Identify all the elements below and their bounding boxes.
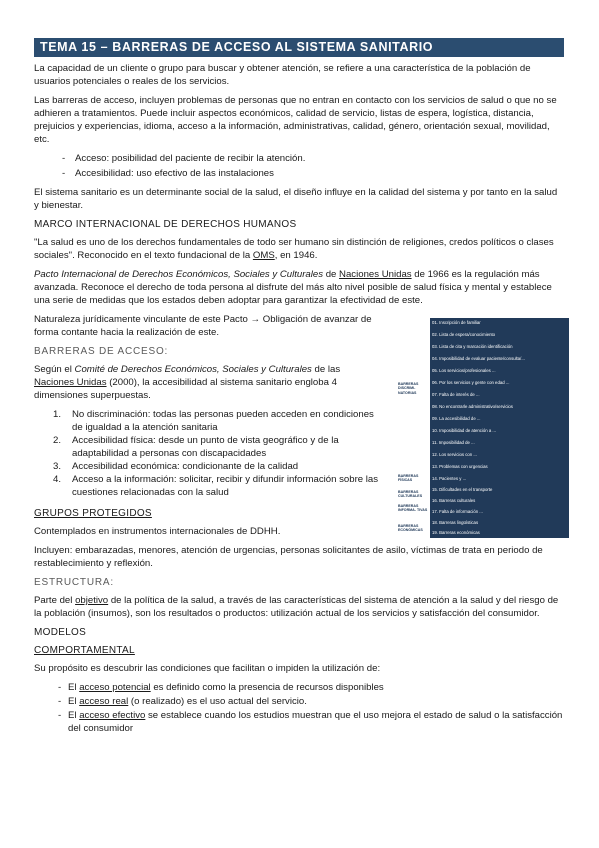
- estructura-heading: ESTRUCTURA:: [34, 577, 114, 588]
- acceso-efectivo-link[interactable]: acceso efectivo: [79, 710, 146, 721]
- access-definitions-list: [34, 152, 564, 180]
- dimensions-list: [34, 408, 382, 499]
- segun-paragraph: Según el Comité de Derechos Económicos, Sociales y Culturales de las Naciones Unidas (2000), la accesibilidad al sistema sanitario engloba 4 dimensiones superpuestas.: [34, 364, 341, 401]
- parte-paragraph: Parte del objetivo de la política de la salud, a través de las características del sistema de atención a la salud y del riesgo de la población (insumos), son los resultados o productos: utilización actual de los servicios y satisfacción del consumidor.: [34, 595, 559, 619]
- barreras-paragraph: Las barreras de acceso, incluyen problemas de personas que no entran en contacto con los servicios de salud o que no se adhieren a tratamientos. Puede incluir aspectos económicos, calidad de servicio, listas de espera, logística, distancia, prejuicios y experiencias, idioma, acceso a la información, administrativas, calidad, género, orientación sexual, movilidad, etc.: [34, 95, 557, 145]
- figure-label: BARRERAS ECONÓMICAS: [398, 524, 423, 533]
- barriers-figure: [398, 318, 569, 538]
- figure-row: 12. Los servicios con ...: [430, 450, 569, 463]
- naciones-unidas-link[interactable]: Naciones Unidas: [339, 269, 412, 280]
- list-item: - El acceso potencial es definido como la presencia de recursos disponibles: [34, 681, 564, 694]
- objetivo-link[interactable]: objetivo: [75, 595, 109, 606]
- figure-row: 10. Imposibilidad de atención a ...: [430, 426, 569, 439]
- figure-label: BARRERAS FÍSICAS: [398, 474, 419, 483]
- naturaleza-paragraph: Naturaleza jurídicamente vinculante de este Pacto → Obligación de avanzar de forma contante hacia la realización de este.: [34, 314, 372, 338]
- list-item: - Acceso: posibilidad del paciente de recibir la atención.: [34, 152, 564, 165]
- acceso-potencial-link[interactable]: acceso potencial: [79, 682, 151, 693]
- grupos-heading: GRUPOS PROTEGIDOS: [34, 508, 152, 519]
- barreras-heading: BARRERAS DE ACCESO:: [34, 346, 169, 357]
- list-item: 2. Accesibilidad física: desde un punto de vista geográfico y de la adaptabilidad a personas con discapacidades: [53, 435, 339, 459]
- figure-row: 17. Falta de información ...: [430, 507, 569, 519]
- figure-row: 11. Imposibilidad de ...: [430, 438, 569, 451]
- proposito-paragraph: Su propósito es descubrir las condiciones que facilitan o impiden la utilización de:: [34, 663, 381, 674]
- figure-row: 14. Pacientes y ...: [430, 474, 569, 486]
- list-item: - Accesibilidad: uso efectivo de las instalaciones: [34, 167, 564, 180]
- figure-row: 02. Lista de espera/conocimiento: [430, 330, 569, 343]
- figure-label: BARRERAS DISCRIMI- NATORIAS: [398, 382, 419, 395]
- intro-paragraph: La capacidad de un cliente o grupo para buscar y obtener atención, se refiere a una característica de la población de usuarios potenciales o reales de los servicios.: [34, 63, 531, 87]
- figure-row: 18. Barreras lingüísticas: [430, 518, 569, 529]
- figure-row: 15. Dificultades en el transporte: [430, 485, 569, 497]
- comportamental-heading: COMPORTAMENTAL: [34, 645, 135, 656]
- figure-row: 08. No encontrarle administrativo/servicios: [430, 402, 569, 415]
- contemplados-paragraph: Contemplados en instrumentos internacionales de DDHH.: [34, 526, 281, 537]
- incluyen-paragraph: Incluyen: embarazadas, menores, atención de urgencias, personas solicitantes de asilo, víctimas de trata en periodo de restablecimiento y reflexión.: [34, 545, 543, 569]
- modelos-heading: MODELOS: [34, 627, 87, 638]
- list-item: 4. Acceso a la información: solicitar, recibir y difundir información sobre las cuestiones relacionadas con la salud: [53, 474, 379, 498]
- figure-row: 05. Los servicios/profesionales ...: [430, 366, 569, 379]
- acceso-real-link[interactable]: acceso real: [79, 696, 129, 707]
- figure-row: 13. Problemas con urgencias: [430, 462, 569, 475]
- figure-label: BARRERAS CULTURALES: [398, 490, 423, 499]
- marco-heading: MARCO INTERNACIONAL DE DERECHOS HUMANOS: [34, 219, 297, 230]
- list-item: - El acceso efectivo se establece cuando los estudios muestran que el uso mejora el estado de salud o la satisfacción del consumidor: [34, 709, 564, 735]
- figure-row: 03. Lista de cita y marcación identificación: [430, 342, 569, 355]
- quote-paragraph: "La salud es uno de los derechos fundamentales de todo ser humano sin distinción de religiones, credos políticos o clases sociales". Reconocido en el texto fundacional de la OMS, en 1946.: [34, 237, 554, 261]
- figure-row: 09. La accesibilidad de ...: [430, 414, 569, 427]
- list-item: 3. Accesibilidad económica: condicionante de la calidad: [53, 461, 299, 472]
- figure-row: 01. Inscripción de familiar: [430, 318, 569, 331]
- list-item: - El acceso real (o realizado) es el uso actual del servicio.: [34, 695, 564, 708]
- sistema-paragraph: El sistema sanitario es un determinante social de la salud, el diseño influye en la calidad del sistema y por tanto en la salud y bienestar.: [34, 187, 558, 211]
- figure-row: 06. Por los servicios y gente con edad ...: [430, 378, 569, 391]
- list-item: 1. No discriminación: todas las personas pueden acceden en condiciones de igualdad a la atención sanitaria: [53, 409, 374, 433]
- oms-link[interactable]: OMS: [252, 250, 275, 261]
- page-title: TEMA 15 – BARRERAS DE ACCESO AL SISTEMA SANITARIO: [34, 38, 564, 57]
- figure-row: 04. Imposibilidad de evaluar paciente/consulta/...: [430, 354, 569, 367]
- figure-row: 19. Barreras económicas: [430, 528, 569, 539]
- pacto-paragraph: Pacto Internacional de Derechos Económicos, Sociales y Culturales de Naciones Unidas de 1966 es la regulación más avanzada. Reconoce el derecho de toda persona al disfrute del más alto nivel posible de salud física y mental y establece una serie de medidas que los estados deben adoptar para garantizar la efectividad de este.: [34, 269, 552, 306]
- figure-row: 07. Falta de interés de ...: [430, 390, 569, 403]
- access-types-list: [34, 681, 564, 735]
- figure-label: BARRERAS INFORMA- TIVAS: [398, 504, 428, 513]
- naciones-unidas-link[interactable]: Naciones Unidas: [34, 377, 107, 388]
- figure-row: 16. Barreras culturales: [430, 496, 569, 508]
